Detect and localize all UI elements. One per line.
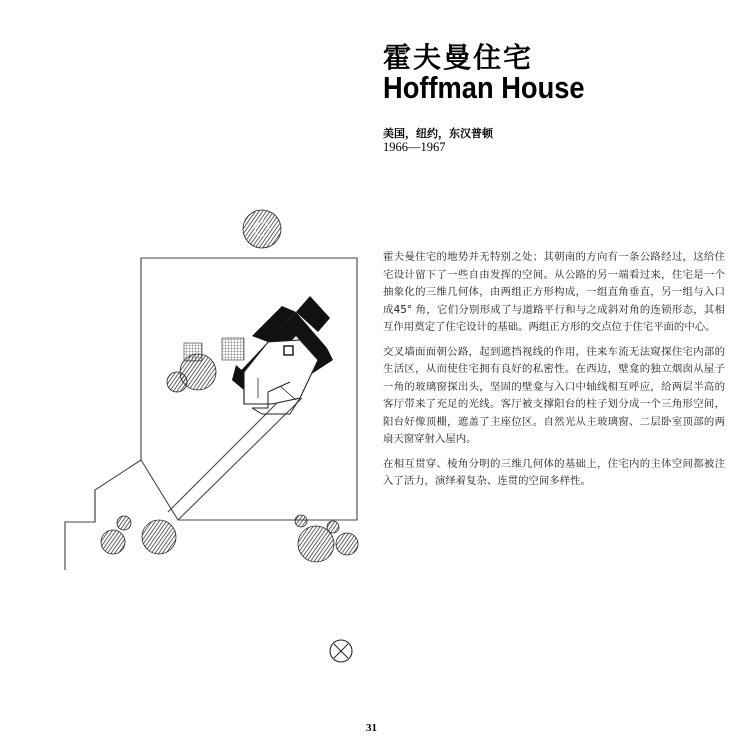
terrace-paving [222,338,244,360]
paragraph-3: 在相互贯穿、棱角分明的三维几何体的基础上，住宅内的主体空间都被注入了活力，演绎着复杂、连贯的空间多样性。 [383,457,725,487]
project-location: 美国，纽约，东汉普顿 [383,127,493,140]
tree-icon [167,372,187,392]
tree-icon [142,520,176,554]
terrace-paving [184,343,202,361]
tree-icon [243,210,281,248]
paragraph-2: 交叉墙面面朝公路，起到遮挡视线的作用，往来车流无法窥探住宅内部的生活区，从而使住宅拥有良好的私密性。在西边，壁龛的独立烟囱从屋子一角的玻璃窗探出头，坚固的壁龛与入口中轴线相互呼应，给两层半高的客厅带来了充足的光线。客厅被支撑阳台的柱子划分成一个三角形空间，阳台好像顶棚，遮盖了主座位区。自然光从主玻璃窗、二层卧室顶部的两扇天窗穿射入屋内。 [383,345,725,445]
project-years: 1966—1967 [383,140,446,154]
tree-icon [336,533,358,555]
driveway [65,390,302,570]
title-english: Hoffman House [383,70,585,105]
tree-icon [295,515,307,527]
title-chinese: 霍夫曼住宅 [383,41,534,74]
house-plan [232,296,333,414]
paragraph-1: 霍夫曼住宅的地势并无特别之处；其朝南的方向有一条公路经过，这给住宅设计留下了一些自由发挥的空间。从公路的另一端看过来，住宅是一个抽象化的三维几何体，由两组正方形构成，一组直角垂直，另一组与入口成45° 角，它们分别形成了与道路平行和与之成斜对角的连锁形态，其相互作用奠定了住宅设计的基础。两组正方形的交点位于住宅平面的中心。 [383,251,725,333]
north-arrow-icon [330,640,352,662]
tree-icon [101,530,125,554]
page-number: 31 [366,722,377,734]
tree-icon [327,521,339,533]
tree-icon [117,516,131,530]
